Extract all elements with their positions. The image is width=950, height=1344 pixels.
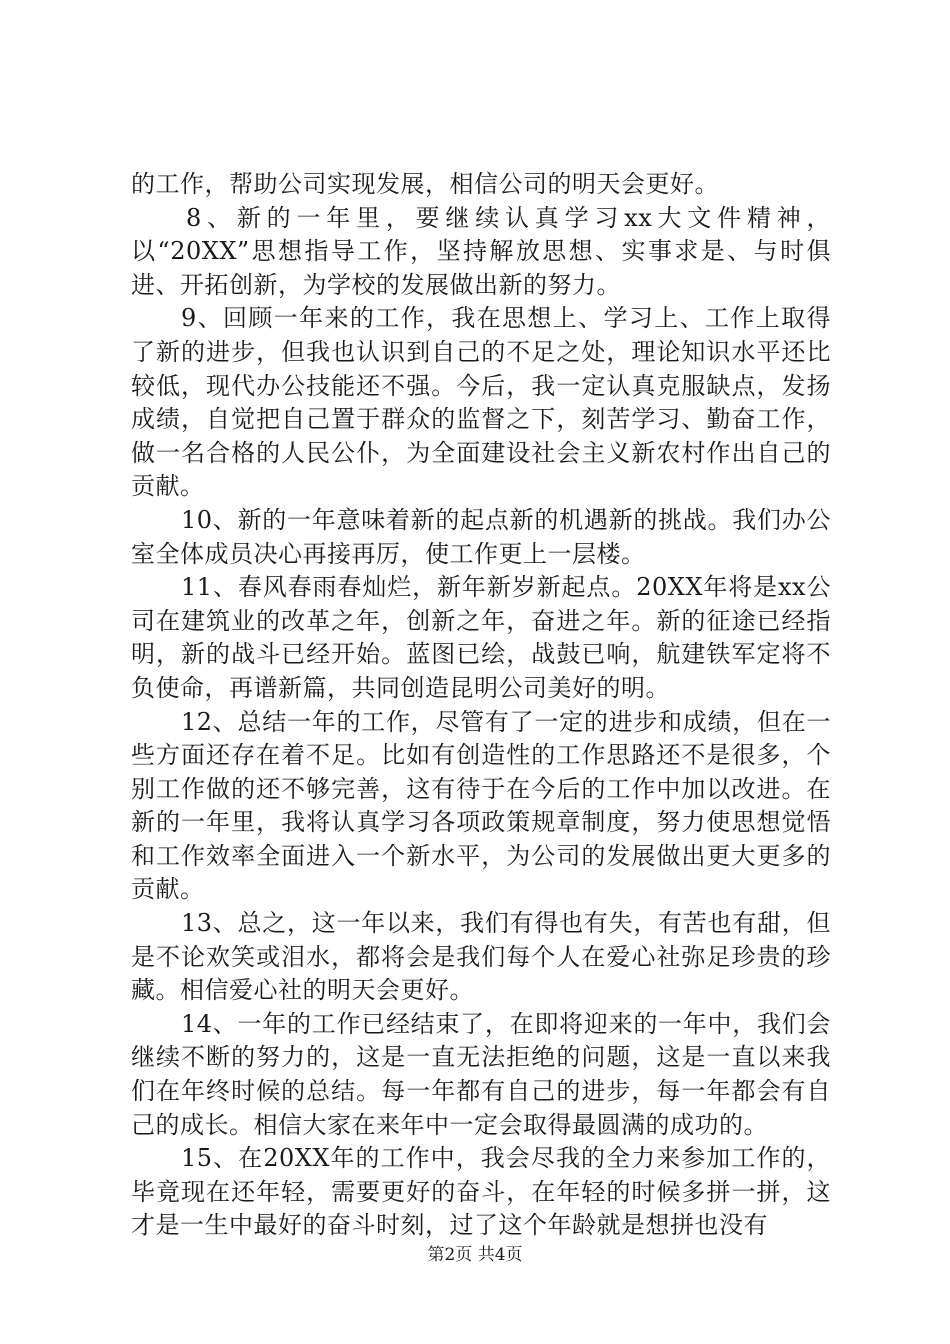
paragraph-10: 10、新的一年意味着新的起点新的机遇新的挑战。我们办公室全体成员决心再接再厉，使工作更上一层楼。: [131, 505, 831, 568]
page-footer: 第2页 共4页: [427, 1245, 523, 1265]
document-body: [131, 168, 831, 1243]
paragraph-9: 9、回顾一年来的工作，我在思想上、学习上、工作上取得了新的进步，但我也认识到自己的不足之处，理论知识水平还比较低，现代办公技能还不强。今后，我一定认真克服缺点，发扬成绩，自觉把自己置于群众的监督之下，刻苦学习、勤奋工作，做一名合格的人民公仆，为全面建设社会主义新农村作出自己的贡献。: [131, 304, 831, 501]
paragraph-15: 15、在20XX年的工作中，我会尽我的全力来参加工作的，毕竟现在还年轻，需要更好的奋斗，在年轻的时候多拼一拼，这才是一生中最好的奋斗时刻，过了这个年龄就是想拼也没有: [131, 1144, 831, 1240]
paragraph-12: 12、总结一年的工作，尽管有了一定的进步和成绩，但在一些方面还存在着不足。比如有创造性的工作思路还不是很多，个别工作做的还不够完善，这有待于在今后的工作中加以改进。在新的一年里，我将认真学习各项政策规章制度，努力使思想觉悟和工作效率全面进入一个新水平，为公司的发展做出更大更多的贡献。: [131, 707, 831, 904]
paragraph-13: 13、总之，这一年以来，我们有得也有失，有苦也有甜，但是不论欢笑或泪水，都将会是我们每个人在爱心社弥足珍贵的珍藏。相信爱心社的明天会更好。: [131, 909, 831, 1005]
paragraph-8: 8、新的一年里，要继续认真学习xx大文件精神，以“20XX”思想指导工作，坚持解放思想、实事求是、与时俱进、开拓创新，为学校的发展做出新的努力。: [131, 203, 831, 299]
paragraph-11: 11、春风春雨春灿烂，新年新岁新起点。20XX年将是xx公司在建筑业的改革之年，创新之年，奋进之年。新的征途已经指明，新的战斗已经开始。蓝图已绘，战鼓已响，航建铁军定将不负使命，再谱新篇，共同创造昆明公司美好的明。: [131, 573, 831, 702]
paragraph-continuation: 的工作，帮助公司实现发展，相信公司的明天会更好。: [131, 170, 719, 198]
paragraph-14: 14、一年的工作已经结束了，在即将迎来的一年中，我们会继续不断的努力的，这是一直无法拒绝的问题，这是一直以来我们在年终时候的总结。每一年都有自己的进步，每一年都会有自己的成长。相信大家在来年中一定会取得最圆满的成功的。: [131, 1009, 831, 1139]
